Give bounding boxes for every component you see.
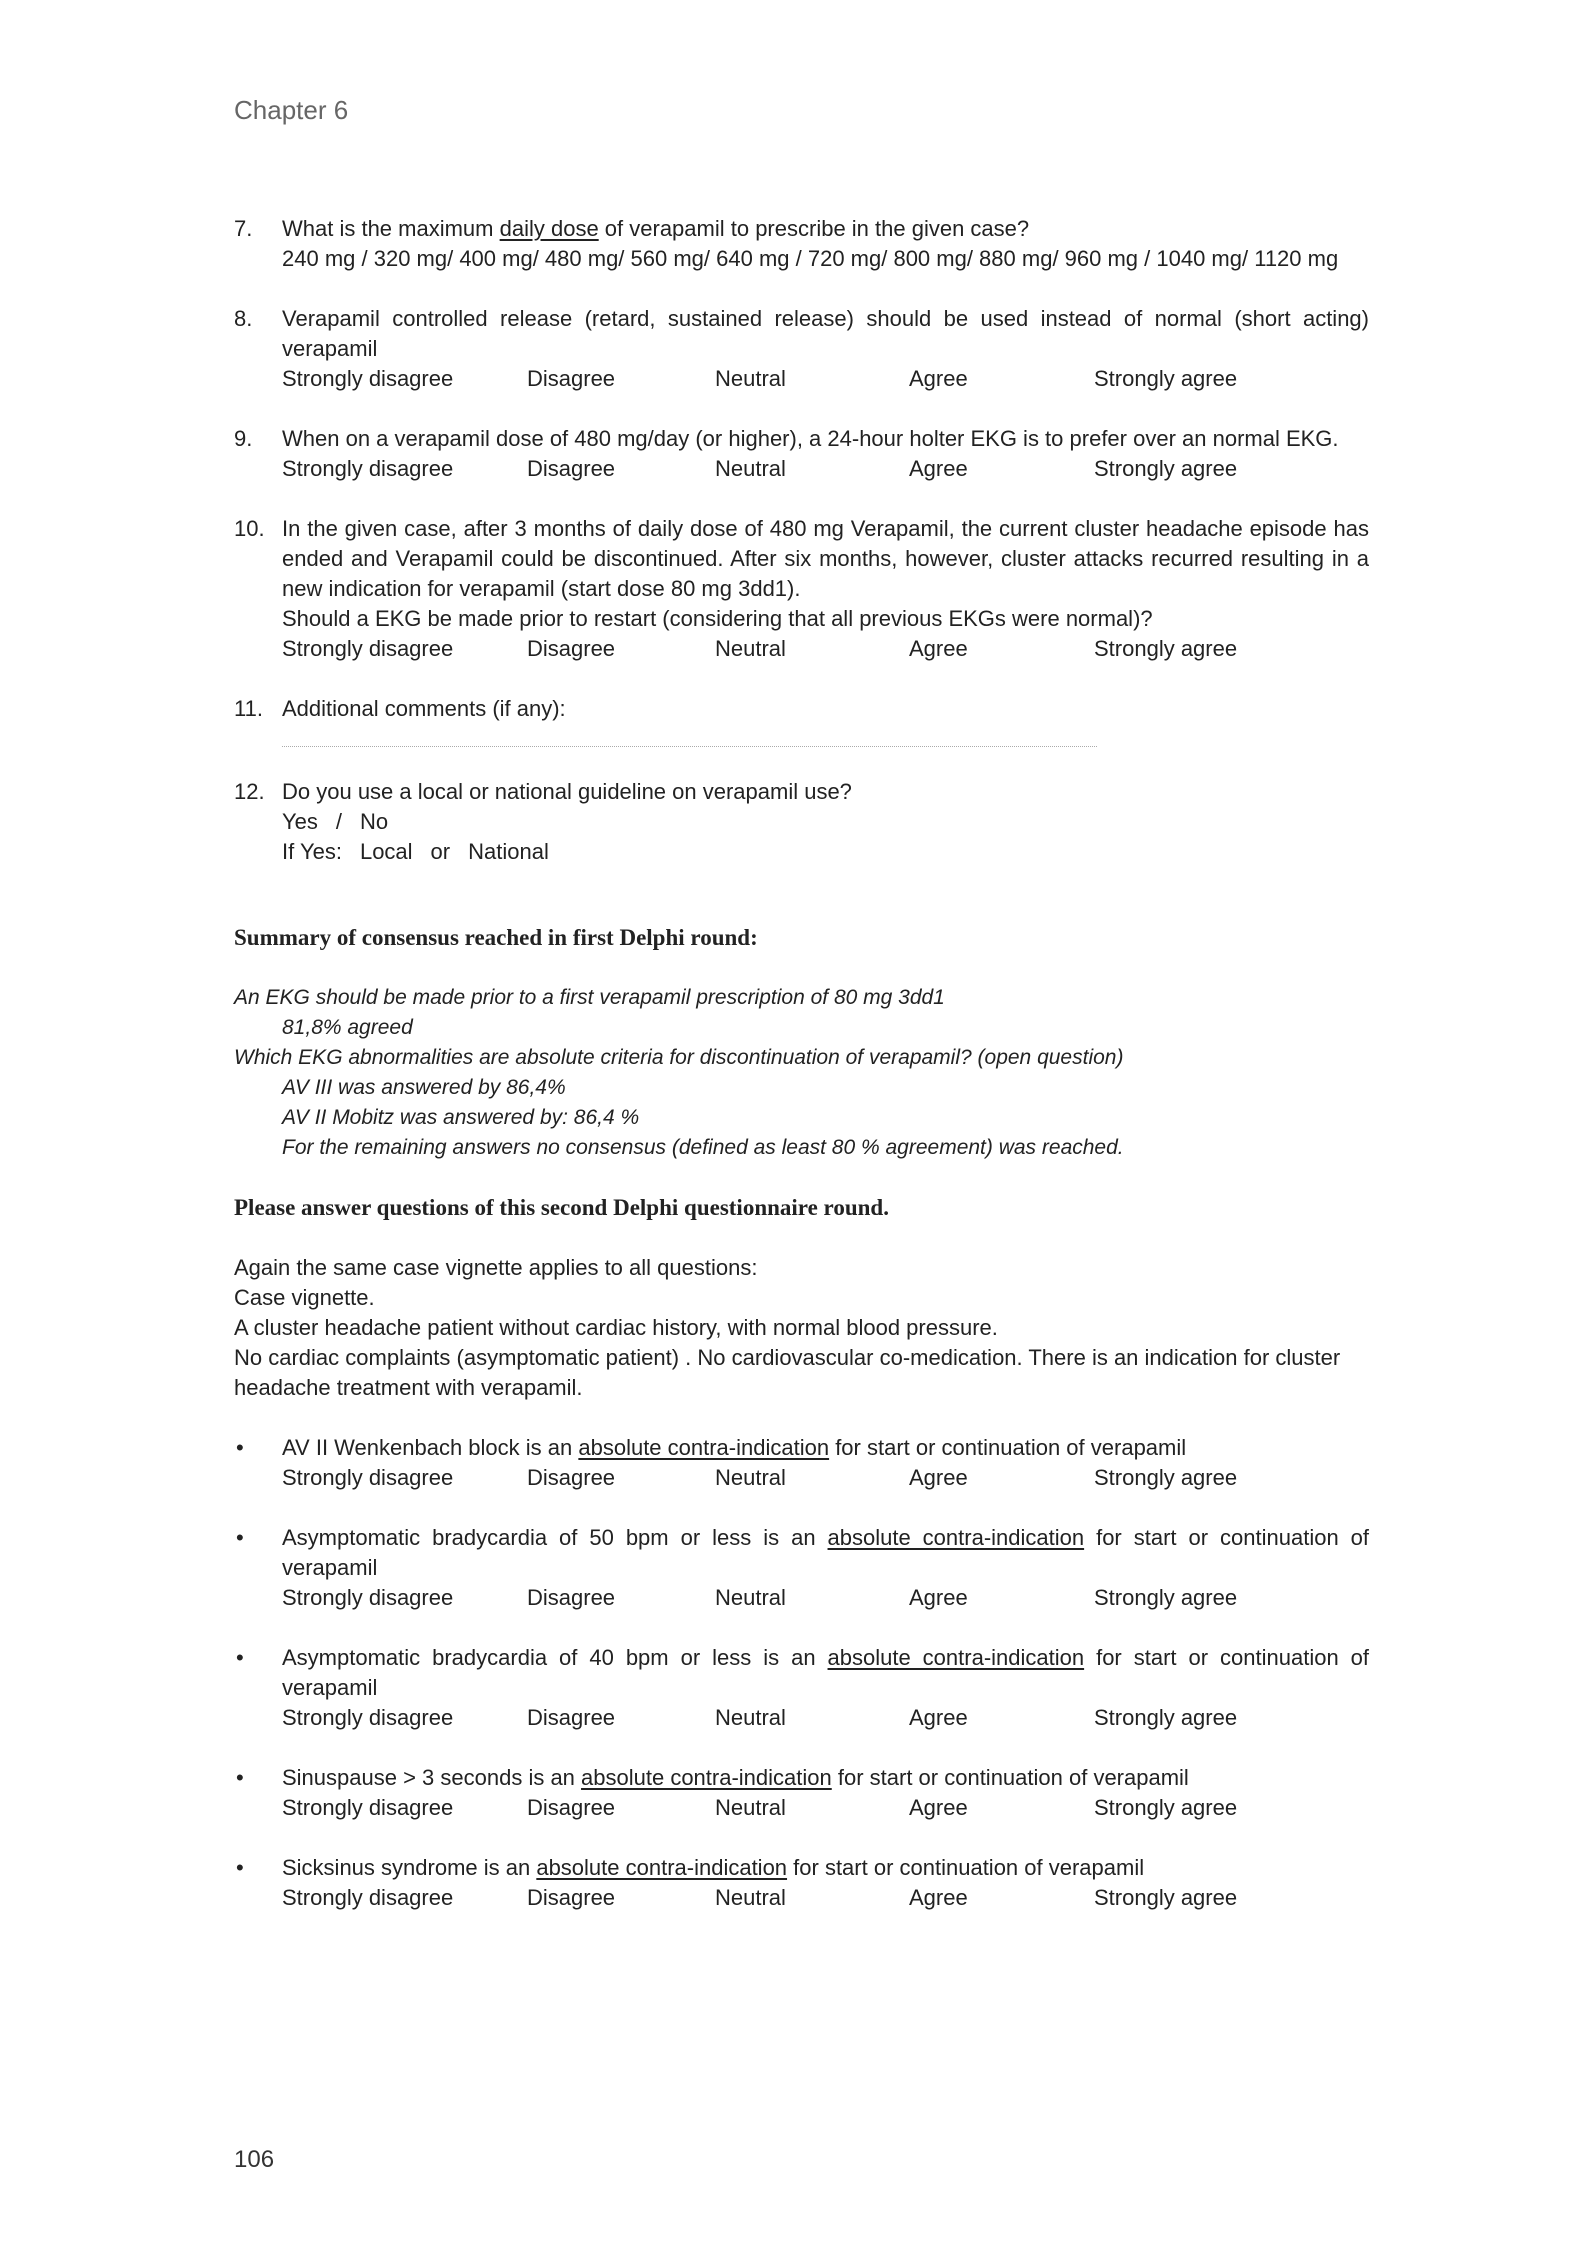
option-disagree[interactable]: Disagree	[527, 456, 616, 481]
likert-scale	[282, 454, 1369, 484]
bullet: •	[236, 1765, 244, 1790]
option-agree[interactable]: Agree	[909, 1795, 968, 1820]
option-agree[interactable]: Agree	[909, 1885, 968, 1910]
option-strongly-disagree[interactable]: Strongly disagree	[282, 636, 454, 661]
option-disagree[interactable]: Disagree	[527, 1885, 616, 1910]
statement-text: Asymptomatic bradycardia of 50 bpm or less is an absolute contra-indication for start or continuation of verapamil	[282, 1525, 1370, 1580]
separator: /	[335, 809, 343, 834]
option-neutral[interactable]: Neutral	[715, 1885, 786, 1910]
option-national[interactable]: National	[468, 839, 549, 864]
question-number: 9.	[234, 426, 253, 451]
option-disagree[interactable]: Disagree	[527, 1585, 616, 1610]
question-12	[234, 777, 1369, 867]
option-strongly-agree[interactable]: Strongly agree	[1094, 1795, 1238, 1820]
likert-scale	[282, 1463, 1369, 1493]
question-number: 7.	[234, 216, 253, 241]
option-neutral[interactable]: Neutral	[715, 1585, 786, 1610]
option-strongly-agree[interactable]: Strongly agree	[1094, 1585, 1238, 1610]
summary-line: AV III was answered by 86,4%	[282, 1076, 566, 1099]
option-neutral[interactable]: Neutral	[715, 366, 786, 391]
statement-3	[234, 1643, 1369, 1733]
option-agree[interactable]: Agree	[909, 1585, 968, 1610]
question-text: Do you use a local or national guideline on verapamil use?	[282, 779, 852, 804]
option-strongly-disagree[interactable]: Strongly disagree	[282, 1705, 454, 1730]
option-strongly-disagree[interactable]: Strongly disagree	[282, 1465, 454, 1490]
statement-text: AV II Wenkenbach block is an absolute contra-indication for start or continuation of verapamil	[282, 1435, 1187, 1460]
option-agree[interactable]: Agree	[909, 456, 968, 481]
statement-1	[234, 1433, 1369, 1493]
bullet: •	[236, 1435, 244, 1460]
question-number: 8.	[234, 306, 253, 331]
summary-line: For the remaining answers no consensus (defined as least 80 % agreement) was reached.	[282, 1136, 1124, 1159]
question-7	[234, 214, 1369, 274]
summary-line: AV II Mobitz was answered by: 86,4 %	[282, 1106, 640, 1129]
likert-scale	[282, 634, 1369, 664]
question-text: Verapamil controlled release (retard, sustained release) should be used instead of normal (short acting) verapamil	[282, 306, 1369, 361]
bullet: •	[236, 1855, 244, 1880]
statement-5	[234, 1853, 1369, 1913]
summary-block	[234, 983, 1369, 1163]
option-strongly-agree[interactable]: Strongly agree	[1094, 1705, 1238, 1730]
question-11	[234, 694, 1369, 747]
statement-text: Asymptomatic bradycardia of 40 bpm or less is an absolute contra-indication for start or continuation of verapamil	[282, 1645, 1370, 1700]
option-agree[interactable]: Agree	[909, 1465, 968, 1490]
likert-scale	[282, 1883, 1369, 1913]
bullet: •	[236, 1525, 244, 1550]
option-neutral[interactable]: Neutral	[715, 1465, 786, 1490]
question-10	[234, 514, 1369, 664]
option-no[interactable]: No	[360, 809, 389, 834]
question-text: Additional comments (if any):	[282, 696, 566, 721]
intro-line: Case vignette.	[234, 1285, 375, 1310]
chapter-running-head: Chapter 6	[234, 95, 349, 125]
underlined-term: absolute contra-indication	[578, 1435, 830, 1460]
option-strongly-agree[interactable]: Strongly agree	[1094, 366, 1238, 391]
likert-scale	[282, 1583, 1369, 1613]
option-strongly-disagree[interactable]: Strongly disagree	[282, 1585, 454, 1610]
guideline-type-options	[282, 837, 1369, 867]
intro-line: A cluster headache patient without cardiac history, with normal blood pressure.	[234, 1315, 998, 1340]
bullet: •	[236, 1645, 244, 1670]
likert-scale	[282, 364, 1369, 394]
underlined-term: absolute contra-indication	[827, 1645, 1085, 1670]
page-content	[234, 214, 1369, 1943]
underlined-term: absolute contra-indication	[827, 1525, 1085, 1550]
question-text: What is the maximum daily dose of verapamil to prescribe in the given case?	[282, 216, 1030, 241]
option-agree[interactable]: Agree	[909, 636, 968, 661]
case-vignette	[234, 1253, 1369, 1403]
option-neutral[interactable]: Neutral	[715, 1705, 786, 1730]
summary-line: An EKG should be made prior to a first verapamil prescription of 80 mg 3dd1	[234, 986, 945, 1009]
comment-field[interactable]	[282, 746, 1097, 747]
if-yes-label: If Yes:	[282, 839, 342, 864]
likert-scale	[282, 1793, 1369, 1823]
underlined-term: absolute contra-indication	[536, 1855, 788, 1880]
statement-text: Sicksinus syndrome is an absolute contra-indication for start or continuation of verapamil	[282, 1855, 1145, 1880]
intro-line: No cardiac complaints (asymptomatic patient) . No cardiovascular co-medication. There is an indication for cluster headache treatment with verapamil.	[234, 1345, 1341, 1400]
option-disagree[interactable]: Disagree	[527, 1465, 616, 1490]
option-disagree[interactable]: Disagree	[527, 1795, 616, 1820]
option-neutral[interactable]: Neutral	[715, 1795, 786, 1820]
option-strongly-agree[interactable]: Strongly agree	[1094, 1465, 1238, 1490]
option-disagree[interactable]: Disagree	[527, 1705, 616, 1730]
question-text: In the given case, after 3 months of daily dose of 480 mg Verapamil, the current cluster headache episode has ended and Verapamil could be discontinued. After six months, however, cluster attacks recurred resulting in a new indication for verapamil (start dose 80 mg 3dd1).	[282, 516, 1369, 601]
option-disagree[interactable]: Disagree	[527, 636, 616, 661]
likert-scale	[282, 1703, 1369, 1733]
question-text: When on a verapamil dose of 480 mg/day (or higher), a 24-hour holter EKG is to prefer over an normal EKG.	[282, 426, 1339, 451]
question-number: 12.	[234, 779, 265, 804]
option-neutral[interactable]: Neutral	[715, 456, 786, 481]
option-strongly-disagree[interactable]: Strongly disagree	[282, 366, 454, 391]
statement-2	[234, 1523, 1369, 1613]
option-disagree[interactable]: Disagree	[527, 366, 616, 391]
page-number: 106	[234, 2146, 275, 2173]
option-strongly-agree[interactable]: Strongly agree	[1094, 1885, 1238, 1910]
option-neutral[interactable]: Neutral	[715, 636, 786, 661]
option-strongly-disagree[interactable]: Strongly disagree	[282, 1795, 454, 1820]
option-strongly-agree[interactable]: Strongly agree	[1094, 636, 1238, 661]
intro-line: Again the same case vignette applies to all questions:	[234, 1255, 758, 1280]
option-strongly-disagree[interactable]: Strongly disagree	[282, 1885, 454, 1910]
option-agree[interactable]: Agree	[909, 1705, 968, 1730]
option-agree[interactable]: Agree	[909, 366, 968, 391]
summary-line: Which EKG abnormalities are absolute criteria for discontinuation of verapamil? (open question)	[234, 1046, 1124, 1069]
option-strongly-disagree[interactable]: Strongly disagree	[282, 456, 454, 481]
option-local[interactable]: Local	[359, 839, 413, 864]
underlined-term: absolute contra-indication	[581, 1765, 832, 1790]
statement-text: Sinuspause > 3 seconds is an absolute contra-indication for start or continuation of verapamil	[282, 1765, 1189, 1790]
or-label: or	[430, 839, 451, 864]
question-number: 11.	[234, 696, 263, 721]
option-strongly-agree[interactable]: Strongly agree	[1094, 456, 1238, 481]
dose-options: 240 mg / 320 mg/ 400 mg/ 480 mg/ 560 mg/ 640 mg / 720 mg/ 800 mg/ 880 mg/ 960 mg / 1040 mg/ 1120 mg	[282, 246, 1339, 271]
underlined-term: daily dose	[499, 216, 599, 241]
statement-4	[234, 1763, 1369, 1823]
summary-heading: Summary of consensus reached in first Delphi round:	[234, 925, 758, 950]
question-9	[234, 424, 1369, 484]
second-round-heading: Please answer questions of this second Delphi questionnaire round.	[234, 1195, 889, 1220]
summary-line: 81,8% agreed	[282, 1016, 413, 1039]
question-number: 10.	[234, 516, 265, 541]
option-yes[interactable]: Yes	[282, 809, 318, 834]
question-8	[234, 304, 1369, 394]
question-subtext: Should a EKG be made prior to restart (considering that all previous EKGs were normal)?	[282, 606, 1153, 631]
yes-no-options	[282, 807, 1369, 837]
